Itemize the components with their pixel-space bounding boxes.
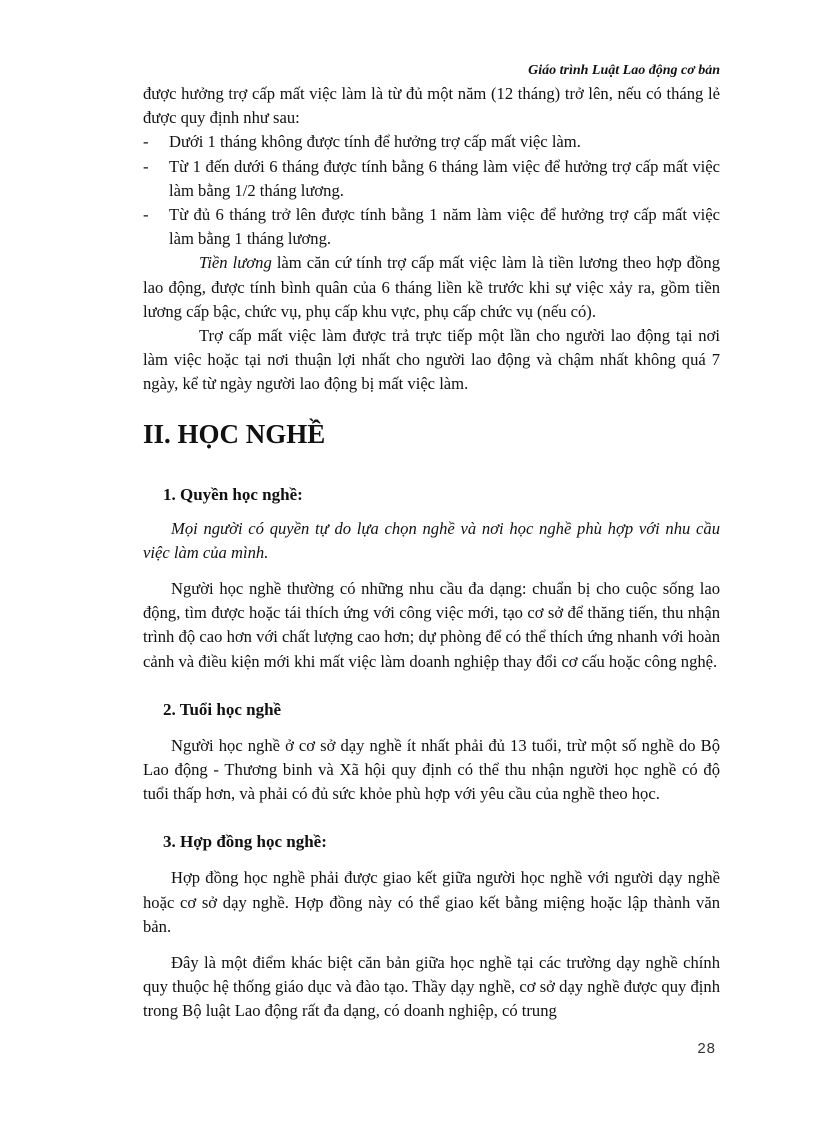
section-title: II. HỌC NGHỀ (143, 418, 326, 449)
bullet-item (143, 203, 720, 251)
subsection-heading-1: 1. Quyền học nghề: (163, 484, 303, 504)
bullet-text: Dưới 1 tháng không được tính để hưởng trợ cấp mất việc làm. (169, 132, 581, 152)
right-to-learn-quote (143, 517, 720, 565)
quote-text: Mọi người có quyền tự do lựa chọn nghề và nơi học nghề phù hợp với nhu cầu việc làm của mình. (143, 518, 720, 562)
salary-term: Tiền lương (199, 253, 272, 273)
salary-text: làm căn cứ tính trợ cấp mất việc làm là tiền lương theo hợp đồng lao động, được tính bình quân của 6 tháng liền kề trước khi sự việc xảy ra, gồm tiền lương cấp bậc, chức vụ, phụ cấp khu vực, phụ cấp chức vụ (nếu có). (143, 253, 720, 321)
subsection-heading-3: 3. Hợp đồng học nghề: (163, 832, 327, 852)
right-to-learn-body: Người học nghề thường có những nhu cầu đa dạng: chuẩn bị cho cuộc sống lao động, tìm được hoặc tái thích ứng với công việc mới, tạo cơ sở để thăng tiến, thu nhận trình độ cao hơn với chất lượng cao hơn; dự phòng để có thể thích ứng nhanh với hoàn cảnh và điều kiện mới khi mất việc làm doanh nghiệp thay đổi cơ cấu hoặc công nghệ. (143, 579, 720, 671)
dash-marker: - (143, 156, 149, 176)
intro-paragraph: được hưởng trợ cấp mất việc làm là từ đủ một năm (12 tháng) trở lên, nếu có tháng lẻ được quy định như sau: (143, 84, 720, 128)
dash-marker: - (143, 205, 149, 225)
bullet-item (143, 130, 720, 154)
bullet-item (143, 155, 720, 203)
running-header: Giáo trình Luật Lao động cơ bản (528, 63, 720, 78)
subsection-heading-2: 2. Tuổi học nghề (163, 699, 282, 719)
bullet-text: Từ đủ 6 tháng trở lên được tính bằng 1 năm làm việc để hưởng trợ cấp mất việc làm bằng 1 tháng lương. (169, 205, 720, 249)
payment-paragraph: Trợ cấp mất việc làm được trả trực tiếp một lần cho người lao động tại nơi làm việc hoặc tại nơi thuận lợi nhất cho người lao động và chậm nhất không quá 7 ngày, kể từ ngày người lao động bị mất việc làm. (143, 326, 720, 394)
contract-body-1: Hợp đồng học nghề phải được giao kết giữa người học nghề với người dạy nghề hoặc cơ sở dạy nghề. Hợp đồng này có thể giao kết bằng miệng hoặc lập thành văn bản. (143, 868, 720, 936)
contract-body-2: Đây là một điểm khác biệt căn bản giữa học nghề tại các trường dạy nghề chính quy thuộc hệ thống giáo dục và đào tạo. Thầy dạy nghề, cơ sở dạy nghề được quy định trong Bộ luật Lao động rất đa dạng, có doanh nghiệp, có trung (143, 953, 720, 1021)
page-content (143, 82, 720, 1024)
bullet-list (143, 130, 720, 251)
salary-paragraph (143, 251, 720, 324)
dash-marker: - (143, 132, 149, 152)
bullet-text: Từ 1 đến dưới 6 tháng được tính bằng 6 tháng làm việc để hưởng trợ cấp mất việc làm bằng 1/2 tháng lương. (169, 156, 720, 200)
page-number: 28 (697, 1040, 716, 1057)
learning-age-body: Người học nghề ở cơ sở dạy nghề ít nhất phải đủ 13 tuổi, trừ một số nghề do Bộ Lao động - Thương binh và Xã hội quy định có thể thu nhận người học nghề có độ tuổi thấp hơn, và phải có đủ sức khỏe phù hợp với yêu cầu của nghề theo học. (143, 735, 720, 804)
